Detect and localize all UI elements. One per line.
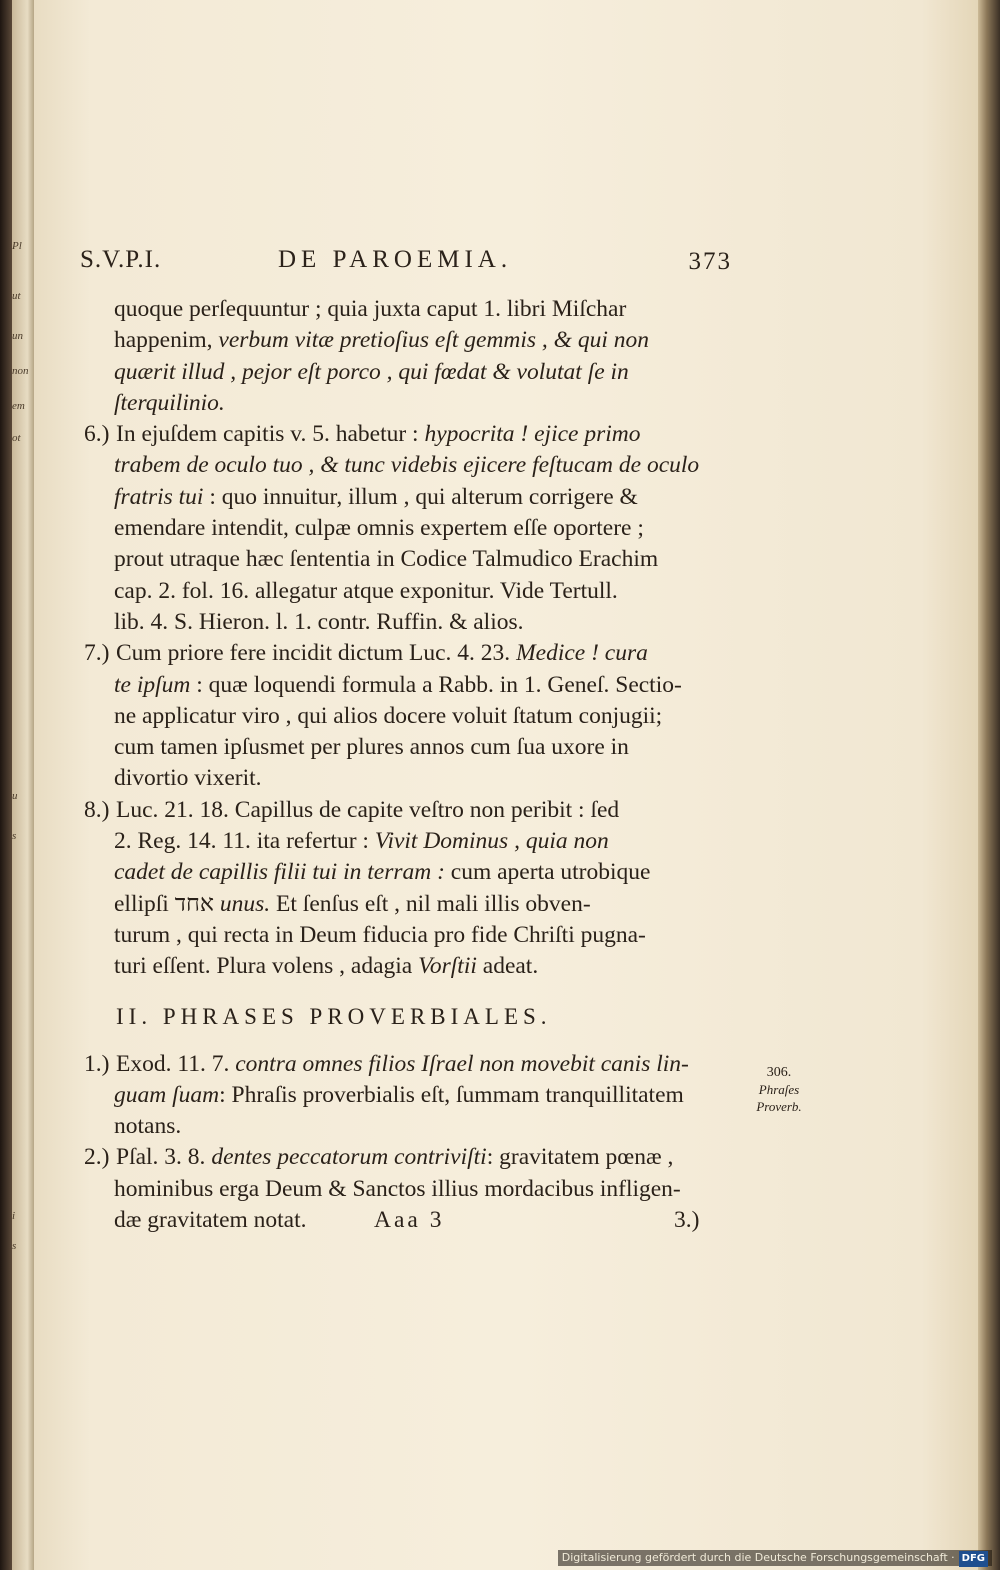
roman-text: Luc. 21. 18. Capillus de capite veſtro non peribit : ſed <box>116 796 620 823</box>
italic-text: ſterquilinio. <box>114 389 225 416</box>
roman-text: cap. 2. fol. 16. allegatur atque exponitur. Vide Tertull. <box>114 577 618 604</box>
text-line <box>84 450 744 481</box>
italic-text: quærit illud , pejor eſt porco , qui fœdat & volutat ſe in <box>114 358 629 385</box>
italic-text: verbum vitæ pretioſius eſt gemmis , & qui non <box>218 327 649 354</box>
facing-page-fragment: s <box>12 830 17 842</box>
roman-text: Cum priore fere incidit dictum Luc. 4. 23. <box>116 640 517 667</box>
italic-text: hypocrita ! ejice primo <box>424 421 641 448</box>
facing-page-fragment: i <box>12 1210 16 1222</box>
credit-text: Digitalisierung gefördert durch die Deutsche Forschungsgemeinschaft · <box>561 1551 955 1564</box>
text-line <box>84 607 744 638</box>
text-line <box>84 638 744 669</box>
text-line <box>84 763 744 794</box>
roman-text: happenim, <box>114 327 219 354</box>
roman-text: ellipſi אחד <box>114 890 220 917</box>
roman-text: notans. <box>114 1113 182 1140</box>
text-line <box>84 513 744 544</box>
text-line <box>84 920 744 951</box>
margin-note-number: 306. <box>766 1065 792 1080</box>
facing-page-edge <box>12 0 34 1570</box>
text-line <box>84 889 744 920</box>
roman-text: cum aperta utrobique <box>444 859 651 886</box>
text-line <box>84 1174 744 1205</box>
text-line <box>84 1111 744 1142</box>
italic-text: cadet de capillis filii tui in terram : <box>114 859 445 886</box>
roman-text: cum tamen ipſusmet per plures annos cum ſua uxore in <box>114 734 629 761</box>
text-line <box>84 325 744 356</box>
running-head <box>80 242 732 282</box>
roman-text: turi eſſent. Plura volens , adagia <box>114 953 419 980</box>
text-line <box>84 419 744 450</box>
roman-text: divortio vixerit. <box>114 765 262 792</box>
facing-page-fragment: ut <box>12 290 21 302</box>
facing-page-fragment: Pl <box>12 240 22 252</box>
roman-text: hominibus erga Deum & Sanctos illius mordacibus infligen- <box>114 1175 681 1202</box>
roman-text: : Phraſis proverbialis eſt, ſummam tranquillitatem <box>219 1081 684 1108</box>
roman-text: 2. Reg. 14. 11. ita refertur : <box>114 828 375 855</box>
facing-page-fragment: s <box>12 1240 17 1252</box>
text-line <box>84 576 744 607</box>
facing-page-fragment: ot <box>12 432 21 444</box>
roman-text: Pſal. 3. 8. <box>116 1144 212 1171</box>
roman-text: turum , qui recta in Deum fiducia pro fide Chriſti pugna- <box>114 921 646 948</box>
italic-text: guam ſuam <box>114 1081 220 1108</box>
text-block-phrases <box>84 1049 744 1205</box>
item-number: 1.) <box>84 1050 110 1077</box>
roman-text: adeat. <box>476 953 539 980</box>
text-line <box>84 826 744 857</box>
text-line <box>84 294 744 325</box>
running-head-signature: S.V.P.I. <box>80 246 162 273</box>
roman-text: Exod. 11. 7. <box>116 1050 236 1077</box>
item-number: 7.) <box>84 640 110 667</box>
text-line <box>84 857 744 888</box>
italic-text: dentes peccatorum contriviſti <box>211 1144 487 1171</box>
text-line <box>84 1049 744 1080</box>
text-line <box>84 1080 744 1111</box>
italic-text: te ipſum <box>114 671 191 698</box>
section-heading: II. PHRASES PROVERBIALES. <box>116 1003 552 1029</box>
roman-text: Et ſenſus eſt , nil mali illis obven- <box>270 890 591 917</box>
last-line <box>84 1205 744 1236</box>
roman-text: ne applicatur viro , qui alios docere voluit ſtatum conjugii; <box>114 702 663 729</box>
page-edge-right <box>978 0 1000 1570</box>
roman-text: In ejuſdem capitis v. 5. habetur : <box>116 421 425 448</box>
text-line <box>84 388 744 419</box>
text-line <box>84 544 744 575</box>
page-body <box>84 294 744 1236</box>
italic-text: Medice ! cura <box>516 640 648 667</box>
text-line <box>84 951 744 982</box>
text-block-paroemia <box>84 294 744 983</box>
text-line <box>84 732 744 763</box>
facing-page-fragment: u <box>12 790 18 802</box>
roman-text: lib. 4. S. Hieron. l. 1. contr. Ruffin. & alios. <box>114 608 524 635</box>
margin-note-line2: Proverb. <box>756 1099 802 1114</box>
text-line <box>84 357 744 388</box>
item-number: 2.) <box>84 1144 110 1171</box>
page-number: 373 <box>688 248 732 275</box>
facing-page-fragment: em <box>12 400 25 412</box>
last-line-text: dæ gravitatem notat. <box>114 1207 307 1234</box>
book-binding <box>0 0 12 1570</box>
text-line <box>84 795 744 826</box>
roman-text: prout utraque hæc ſententia in Codice Talmudico Erachim <box>114 546 659 573</box>
italic-text: unus. <box>219 890 271 917</box>
facing-page-fragment: un <box>12 330 23 342</box>
italic-text: fratris tui <box>114 483 204 510</box>
margin-note-line1: Phraſes <box>758 1082 800 1097</box>
italic-text: Vivit Dominus , quia non <box>374 828 609 855</box>
text-line <box>84 701 744 732</box>
running-head-title: DE PAROEMIA. <box>278 246 513 273</box>
italic-text: trabem de oculo tuo , & tunc videbis ejicere feſtucam de oculo <box>114 452 700 479</box>
text-line <box>84 1142 744 1173</box>
catchword: 3.) <box>674 1207 700 1234</box>
item-number: 8.) <box>84 796 110 823</box>
italic-text: Vorſtii <box>418 953 477 980</box>
roman-text: : quo innuitur, illum , qui alterum corrigere & <box>203 483 638 510</box>
digitization-credit <box>558 1550 992 1566</box>
roman-text: emendare intendit, culpæ omnis expertem eſſe oportere ; <box>114 515 644 542</box>
facing-page-fragment: non <box>12 365 29 377</box>
dfg-logo: DFG <box>959 1551 988 1567</box>
signature-mark: Aaa 3 <box>374 1207 445 1234</box>
text-line <box>84 482 744 513</box>
roman-text: : gravitatem pœnæ , <box>486 1144 674 1171</box>
roman-text: : quæ loquendi formula a Rabb. in 1. Geneſ. Sectio- <box>190 671 682 698</box>
text-line <box>84 670 744 701</box>
italic-text: contra omnes filios Iſrael non movebit canis lin- <box>235 1050 689 1077</box>
roman-text: quoque perſequuntur ; quia juxta caput 1. libri Miſchar <box>114 296 627 322</box>
item-number: 6.) <box>84 421 110 448</box>
margin-note <box>744 1064 814 1115</box>
